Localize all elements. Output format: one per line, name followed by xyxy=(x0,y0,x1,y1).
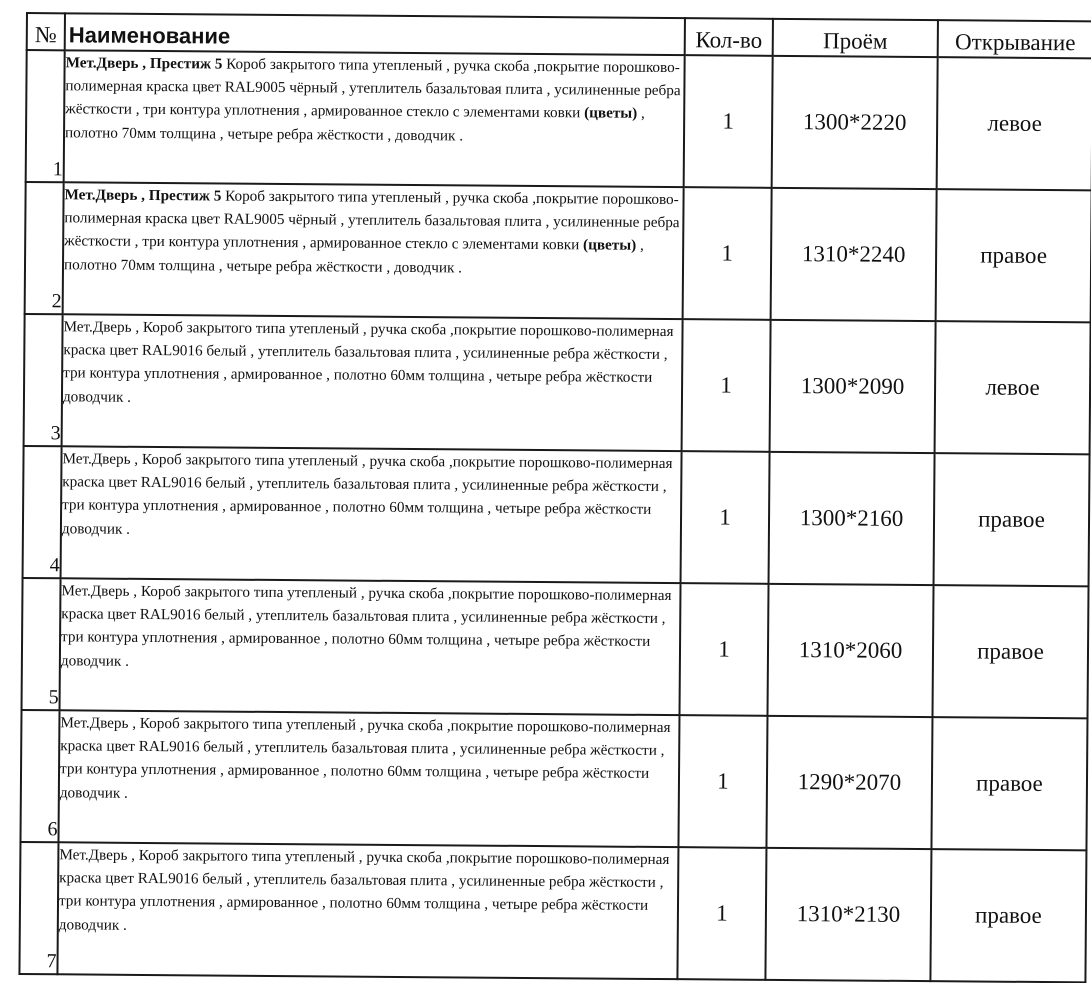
door-spec-table xyxy=(18,12,1091,983)
table-row xyxy=(26,50,1091,190)
row-quantity: 1 xyxy=(677,847,766,980)
header-quantity: Кол-во xyxy=(685,18,773,56)
row-quantity: 1 xyxy=(681,451,770,584)
table-row xyxy=(22,578,1089,718)
row-opening-direction: левое xyxy=(935,321,1091,454)
row-opening-direction: правое xyxy=(934,453,1090,586)
desc-text-a: Мет.Дверь , Короб закрытого типа утепленый , ручка скоба ,покрытие порошково-полимерная краска цвет RAL9016 белый , утеплитель базальтовая плита , усилиненные ребра жёсткости , три контура уплотнения , армированное , полотно 60мм толщина , четыре ребра жёсткости доводчик . xyxy=(59,714,671,802)
header-number: № xyxy=(27,13,65,50)
row-quantity: 1 xyxy=(682,319,771,452)
table-row xyxy=(25,182,1091,322)
desc-bold-lead: Мет.Дверь , Престиж 5 xyxy=(64,186,222,205)
desc-text-a: Мет.Дверь , Короб закрытого типа утепленый , ручка скоба ,покрытие порошково-полимерная краска цвет RAL9016 белый , утеплитель базальтовая плита , усилиненные ребра жёсткости , три контура уплотнения , армированное , полотно 60мм толщина , четыре ребра жёсткости доводчик . xyxy=(60,582,672,670)
row-description xyxy=(63,182,684,319)
row-quantity: 1 xyxy=(684,55,773,188)
row-quantity: 1 xyxy=(678,715,767,848)
row-description xyxy=(58,710,679,847)
row-description xyxy=(57,842,678,979)
row-opening-size: 1300*2090 xyxy=(770,320,936,453)
row-opening-direction: правое xyxy=(936,189,1091,322)
desc-text-b: , полотно 70мм толщина , четыре ребра жёсткости , доводчик . xyxy=(63,237,644,277)
table-row xyxy=(19,842,1086,982)
header-direction: Открывание xyxy=(938,20,1091,58)
row-number: 1 xyxy=(26,50,65,182)
row-opening-size: 1310*2240 xyxy=(771,188,937,321)
table-row xyxy=(24,314,1091,454)
row-number: 2 xyxy=(25,182,64,314)
desc-bold-mid: (цветы) xyxy=(583,236,637,255)
row-number: 4 xyxy=(23,446,62,578)
desc-bold-mid: (цветы) xyxy=(584,104,638,123)
row-number: 3 xyxy=(24,314,63,446)
row-quantity: 1 xyxy=(683,187,772,320)
desc-text-b: , полотно 70мм толщина , четыре ребра жёсткости , доводчик . xyxy=(64,105,645,145)
row-quantity: 1 xyxy=(679,583,768,716)
desc-text-a: Мет.Дверь , Короб закрытого типа утепленый , ручка скоба ,покрытие порошково-полимерная краска цвет RAL9016 белый , утеплитель базальтовая плита , усилиненные ребра жёсткости , три контура уплотнения , армированное , полотно 60мм толщина , четыре ребра жёсткости доводчик . xyxy=(61,450,673,538)
row-opening-size: 1310*2130 xyxy=(765,848,931,981)
row-description xyxy=(60,578,681,715)
table-body xyxy=(19,50,1091,982)
desc-text-a: Короб закрытого типа утепленый , ручка скоба ,покрытие порошково-полимерная краска цвет RAL9005 чёрный , утеплитель базальтовая плита , усилиненные ребра жёсткости , три контура уплотнения , армированное стекло с элементами ковки xyxy=(65,55,681,122)
row-opening-direction: левое xyxy=(937,57,1091,190)
row-opening-size: 1290*2070 xyxy=(766,716,932,849)
row-opening-direction: правое xyxy=(930,849,1086,982)
row-opening-direction: правое xyxy=(932,585,1088,718)
table-row xyxy=(23,446,1090,586)
spec-sheet xyxy=(18,12,1091,983)
desc-bold-lead: Мет.Дверь , Престиж 5 xyxy=(65,54,223,73)
row-opening-size: 1310*2060 xyxy=(767,584,933,717)
header-name: Наименование xyxy=(65,13,685,55)
row-description xyxy=(64,50,685,187)
row-opening-size: 1300*2160 xyxy=(769,452,935,585)
desc-text-a: Короб закрытого типа утепленый , ручка скоба ,покрытие порошково-полимерная краска цвет RAL9005 чёрный , утеплитель базальтовая плита , усилиненные ребра жёсткости , три контура уплотнения , армированное стекло с элементами ковки xyxy=(64,187,680,254)
desc-text-a: Мет.Дверь , Короб закрытого типа утепленый , ручка скоба ,покрытие порошково-полимерная краска цвет RAL9016 белый , утеплитель базальтовая плита , усилиненные ребра жёсткости , три контура уплотнения , армированное , полотно 60мм толщина , четыре ребра жёсткости доводчик . xyxy=(58,846,670,934)
row-number: 7 xyxy=(19,842,58,974)
desc-text-a: Мет.Дверь , Короб закрытого типа утепленый , ручка скоба ,покрытие порошково-полимерная краска цвет RAL9016 белый , утеплитель базальтовая плита , усилиненные ребра жёсткости , три контура уплотнения , армированное , полотно 60мм толщина , четыре ребра жёсткости доводчик . xyxy=(62,318,674,406)
row-description xyxy=(61,446,682,583)
row-number: 6 xyxy=(20,710,59,842)
row-number: 5 xyxy=(22,578,61,710)
header-opening: Проём xyxy=(773,19,938,57)
row-opening-size: 1300*2220 xyxy=(772,56,938,189)
row-description xyxy=(62,314,683,451)
row-opening-direction: правое xyxy=(931,717,1087,850)
table-row xyxy=(20,710,1087,850)
